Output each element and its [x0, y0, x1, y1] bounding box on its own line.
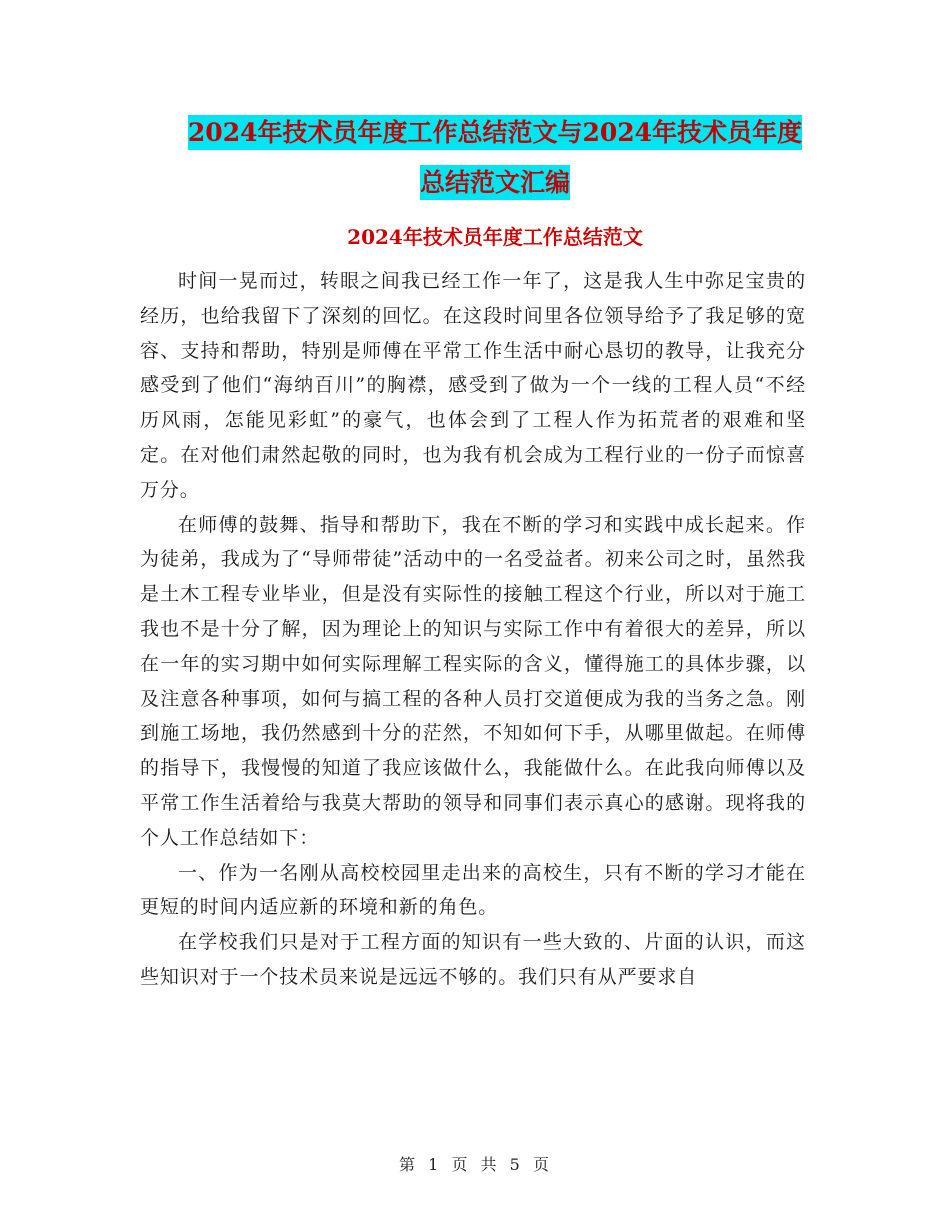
footer-label-ye: 页: [532, 1155, 551, 1174]
paragraph: 在师傅的鼓舞、指导和帮助下，我在不断的学习和实践中成长起来。作为徒弟，我成为了“导师带徒”活动中的一名受益者。初来公司之时，虽然我是土木工程专业毕业，但是没有实际性的接触工程这个行业，所以对于施工我也不是十分了解，因为理论上的知识与实际工作中有着很大的差异，所以在一年的实习期中如何实际理解工程实际的含义，懂得施工的具体步骤，以及注意各种事项，如何与搞工程的各种人员打交道便成为我的当务之急。刚到施工场地，我仍然感到十分的茫然，不知如何下手，从哪里做起。在师傅的指导下，我慢慢的知道了我应该做什么，我能做什么。在此我向师傅以及平常工作生活着给与我莫大帮助的领导和同事们表示真心的感谢。现将我的个人工作总结如下：: [140, 513, 806, 849]
footer-label-di: 第: [399, 1155, 418, 1174]
total-page-number: 5: [509, 1155, 522, 1174]
section-title: 2024年技术员年度工作总结范文: [347, 225, 643, 249]
paragraph: 时间一晃而过，转眼之间我已经工作一年了，这是我人生中弥足宝贵的经历，也给我留下了深刻的回忆。在这段时间里各位领导给予了我足够的宽容、支持和帮助，特别是师傅在平常工作生活中耐心恳切的教导，让我充分感受到了他们“海纳百川”的胸襟，感受到了做为一个一线的工程人员“不经历风雨，怎能见彩虹”的豪气，也体会到了工程人作为拓荒者的艰难和坚定。在对他们肃然起敬的同时，也为我有机会成为工程行业的一份子而惊喜万分。: [140, 270, 806, 501]
page-footer: [0, 1152, 950, 1175]
paragraph: 在学校我们只是对于工程方面的知识有一些大致的、片面的认识，而这些知识对于一个技术员来说是远远不够的。我们只有从严要求自: [140, 931, 806, 988]
title-line-1: 2024年技术员年度工作总结范文与2024年技术员年度: [188, 115, 802, 150]
footer-label-ye: 页: [451, 1155, 470, 1174]
body-text: [140, 264, 806, 995]
document-title: [140, 108, 850, 208]
current-page-number: 1: [428, 1155, 441, 1174]
footer-label-gong: 共: [480, 1155, 499, 1174]
title-line-2: 总结范文汇编: [420, 165, 570, 200]
paragraph: 一、作为一名刚从高校校园里走出来的高校生，只有不断的学习才能在更短的时间内适应新的环境和新的角色。: [140, 861, 806, 919]
